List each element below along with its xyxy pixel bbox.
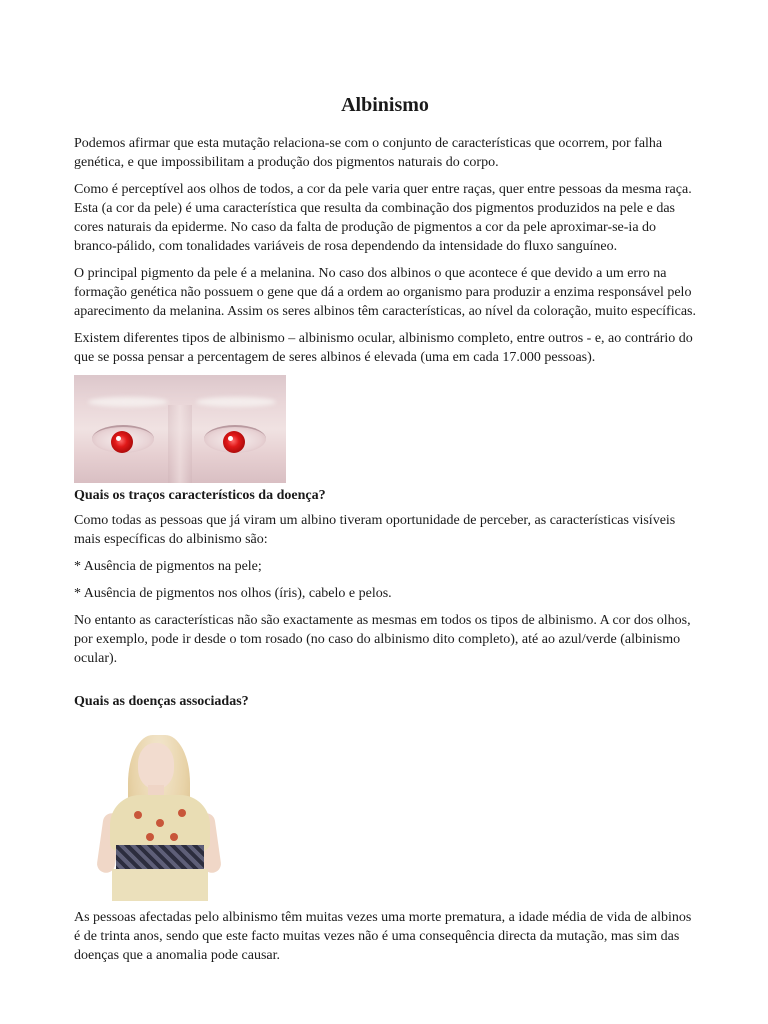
albino-eyes-photo xyxy=(74,375,286,483)
iris-right xyxy=(223,431,245,453)
eyebrow-right xyxy=(196,397,276,407)
dress-flower xyxy=(156,819,164,827)
document-page xyxy=(74,93,696,973)
traits-paragraph-1: Como todas as pessoas que já viram um albino tiveram oportunidade de perceber, as características visíveis mais específicas do albinismo são: xyxy=(74,513,676,547)
document-title: Albinismo xyxy=(341,94,429,116)
nose-bridge xyxy=(168,405,192,483)
child-skirt xyxy=(112,869,208,901)
traits-bullet-1: * Ausência de pigmentos na pele; xyxy=(74,559,262,574)
intro-paragraph-3: O principal pigmento da pele é a melanina. No caso dos albinos o que acontece é que devido a um erro na formação genética não possuem o gene que dá a ordem ao organismo para produzir a enzima responsável pelo aparecimento da melanina. Assim os seres albinos têm características, ao nível da coloração, muito específicas. xyxy=(74,266,696,319)
diseases-paragraph-1: As pessoas afectadas pelo albinismo têm muitas vezes uma morte prematura, a idade média de vida de albinos é de trinta anos, sendo que este facto muitas vezes não é uma consequência directa da mutação, mas sim das doenças que a anomalia pode causar. xyxy=(74,910,692,963)
iris-left xyxy=(111,431,133,453)
spacer xyxy=(74,676,696,692)
section-heading-diseases: Quais as doenças associadas? xyxy=(74,694,249,709)
child-belt xyxy=(116,845,204,871)
intro-paragraph-1: Podemos afirmar que esta mutação relaciona-se com o conjunto de características que ocorrem, por falha genética, e que impossibilitam a produção dos pigmentos naturais do corpo. xyxy=(74,136,663,170)
dress-flower xyxy=(170,833,178,841)
glint-right xyxy=(228,436,233,441)
glint-left xyxy=(116,436,121,441)
dress-flower xyxy=(178,809,186,817)
eye-left xyxy=(92,425,154,453)
section-heading-traits: Quais os traços característicos da doença? xyxy=(74,488,326,503)
child-face xyxy=(138,743,174,789)
dress-flower xyxy=(146,833,154,841)
dress-flower xyxy=(134,811,142,819)
traits-paragraph-2: No entanto as características não são exactamente as mesmas em todos os tipos de albinismo. A cor dos olhos, por exemplo, pode ir desde o tom rosado (no caso do albinismo dito completo), até ao azul/verde (albinismo ocular). xyxy=(74,613,691,666)
intro-paragraph-2: Como é perceptível aos olhos de todos, a cor da pele varia quer entre raças, quer entre pessoas da mesma raça. Esta (a cor da pele) é uma característica que resulta da combinação dos pigmentos produzidos na pele e das cores naturais da epiderme. No caso da falta de produção de pigmentos a cor da pele aproximar-se-ia do branco-pálido, com tonalidades variáveis de rosa dependendo da intensidade do fluxo sanguíneo. xyxy=(74,182,692,254)
eye-right xyxy=(204,425,266,453)
eyebrow-left xyxy=(88,397,168,407)
albino-child-photo xyxy=(84,729,234,901)
traits-bullet-2: * Ausência de pigmentos nos olhos (íris), cabelo e pelos. xyxy=(74,586,392,601)
intro-paragraph-4: Existem diferentes tipos de albinismo – albinismo ocular, albinismo completo, entre outros - e, ao contrário do que se possa pensar a percentagem de seres albinos é elevada (uma em cada 17.000 pessoas). xyxy=(74,331,693,365)
